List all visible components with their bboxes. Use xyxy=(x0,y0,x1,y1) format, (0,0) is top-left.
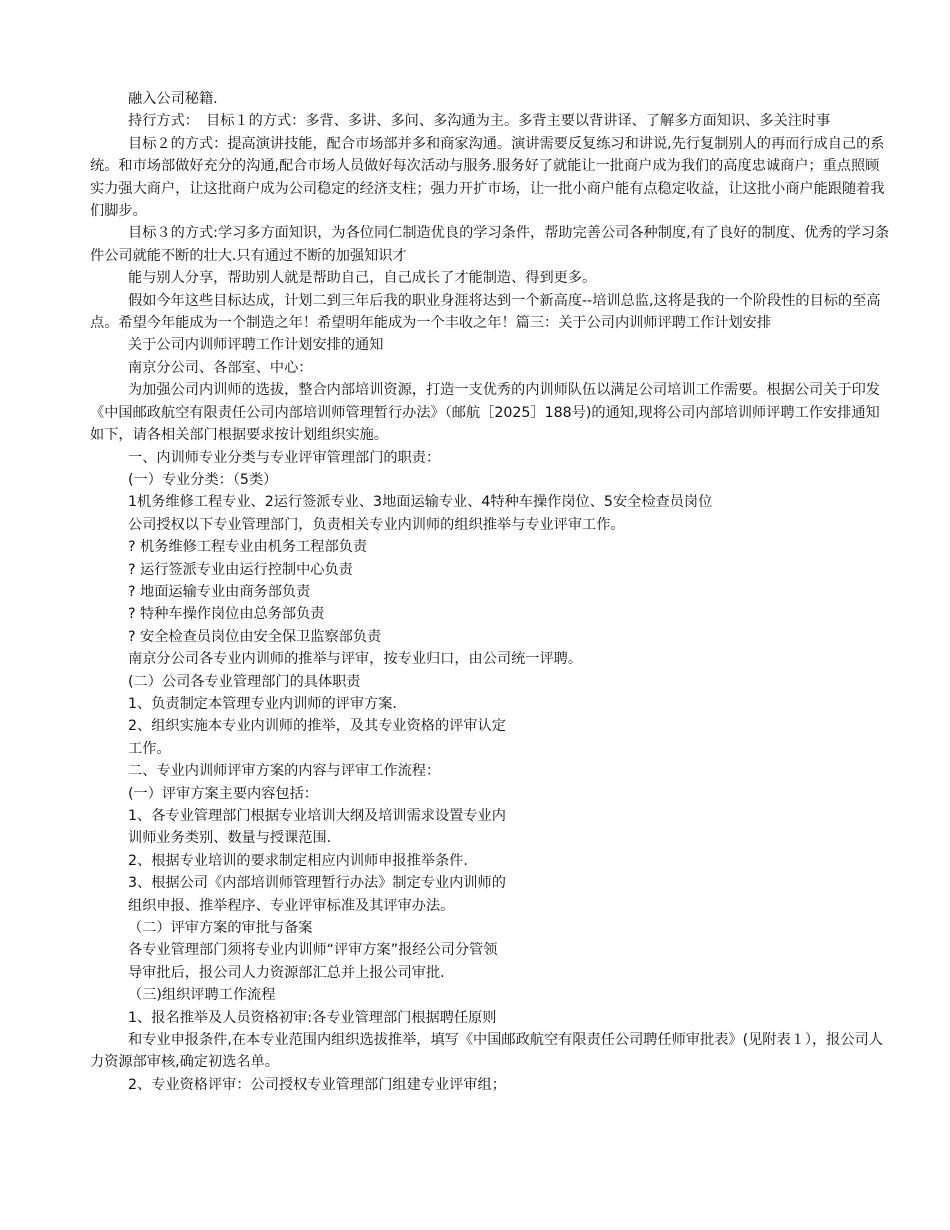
paragraph: 2、专业资格评审：公司授权专业管理部门组建专业评审组； xyxy=(128,1076,506,1093)
paragraph: 1、各专业管理部门根据专业培训大纲及培训需求设置专业内 xyxy=(128,808,506,824)
paragraph: 目标３的方式:学习多方面知识，为各位同仁制造优良的学习条件，帮助完善公司各种制度,有了良好的制度、优秀的学习条件公司就能不断的壮大.只有通过不断的加强知识才 xyxy=(90,225,890,264)
paragraph: （三)组织评聘工作流程 xyxy=(128,987,276,1004)
paragraph: 持行方式： 目标１的方式：多背、多讲、多问、多沟通为主。多背主要以背讲译、了解多方面知识、多关注时事 xyxy=(128,113,831,130)
paragraph: 能与别人分享，帮助别人就是帮助自己，自己成长了才能制造、得到更多。 xyxy=(128,270,597,287)
paragraph: 2、组织实施本专业内训师的推举，及其专业资格的评审认定 xyxy=(128,718,506,735)
paragraph: ? 运行签派专业由运行控制中心负责 xyxy=(128,561,353,578)
paragraph: 2、根据专业培训的要求制定相应内训师申报推举条件. xyxy=(128,852,468,869)
paragraph: 和专业申报条件,在本专业范围内组织选拔推举，填写《中国邮政航空有限责任公司聘任师审批表》(见附表１），报公司人力资源部审核,确定初选名单。 xyxy=(90,1032,883,1071)
paragraph: 训师业务类别、数量与授课范围. xyxy=(128,830,332,847)
paragraph: ? 安全检查员岗位由安全保卫监察部负责 xyxy=(128,628,382,645)
paragraph: （二）评审方案的审批与备案 xyxy=(128,920,313,937)
paragraph: 1、负责制定本管理专业内训师的评审方案. xyxy=(128,695,397,712)
paragraph: (一）评审方案主要内容包括： xyxy=(128,785,318,802)
paragraph: 1机务维修工程专业、2运行签派专业、3地面运输专业、4特种车操作岗位、5安全检查员岗位 xyxy=(128,494,713,511)
paragraph: (一）专业分类：（5类） xyxy=(128,471,278,488)
paragraph: 一、内训师专业分类与专业评审管理部门的职责： xyxy=(128,449,441,466)
paragraph: 为加强公司内训师的选拔，整合内部培训资源，打造一支优秀的内训师队伍以满足公司培训工作需要。根据公司关于印发《中国邮政航空有限责任公司内部培训师管理暂行办法》（邮航［2025］188号)的通知,现将公司内部培训师评聘工作安排通知如下，请各相关部门根据要求按计划组织实施。 xyxy=(90,382,880,444)
paragraph: 目标２的方式：提高演讲技能，配合市场部并多和商家沟通。演讲需要反复练习和讲说,先行复制别人的再而行成自己的系统。和市场部做好充分的沟通,配合市场人员做好每次活动与服务.服务好了就能让一批商户成为我们的高度忠诚商户；重点照顾实力强大商户，让这批商户成为公司稳定的经济支柱；强力开扩市场，让一批小商户能有点稳定收益，让这批小商户能跟随着我们脚步。 xyxy=(90,135,885,220)
paragraph: 工作。 xyxy=(128,740,171,757)
paragraph: 二、专业内训师评审方案的内容与评审工作流程： xyxy=(128,763,441,780)
paragraph: 公司授权以下专业管理部门，负责相关专业内训师的组织推举与专业评审工作。 xyxy=(128,516,625,533)
paragraph: 各专业管理部门须将专业内训师“评审方案”报经公司分管领 xyxy=(128,942,498,959)
paragraph: 3、根据公司《内部培训师管理暂行办法》制定专业内训师的 xyxy=(128,875,506,892)
paragraph: ? 机务维修工程专业由机务工程部负责 xyxy=(128,539,368,556)
paragraph: 南京分公司各专业内训师的推举与评审，按专业归口，由公司统一评聘。 xyxy=(128,651,583,668)
paragraph: 假如今年这些目标达成，计划二到三年后我的职业身涯将达到一个新高度--培训总监,这将是我的一个阶段性的目标的至高点。希望今年能成为一个制造之年！希望明年能成为一个丰收之年！篇三：关于公司内训师评聘工作计划安排 xyxy=(90,292,881,332)
paragraph: 融入公司秘籍. xyxy=(128,91,218,107)
paragraph: (二）公司各专业管理部门的具体职责 xyxy=(128,673,361,690)
paragraph: 组织申报、推举程序、专业评审标准及其评审办法。 xyxy=(128,897,455,914)
paragraph: ? 地面运输专业由商务部负责 xyxy=(128,583,311,600)
paragraph: 1、报名推举及人员资格初审:各专业管理部门根据聘任原则 xyxy=(128,1009,497,1026)
paragraph: 关于公司内训师评聘工作计划安排的通知 xyxy=(128,337,384,354)
paragraph: 南京分公司、各部室、中心： xyxy=(128,359,313,376)
paragraph: ? 特种车操作岗位由总务部负责 xyxy=(128,606,325,623)
paragraph: 导审批后，报公司人力资源部汇总并上报公司审批. xyxy=(128,964,445,981)
